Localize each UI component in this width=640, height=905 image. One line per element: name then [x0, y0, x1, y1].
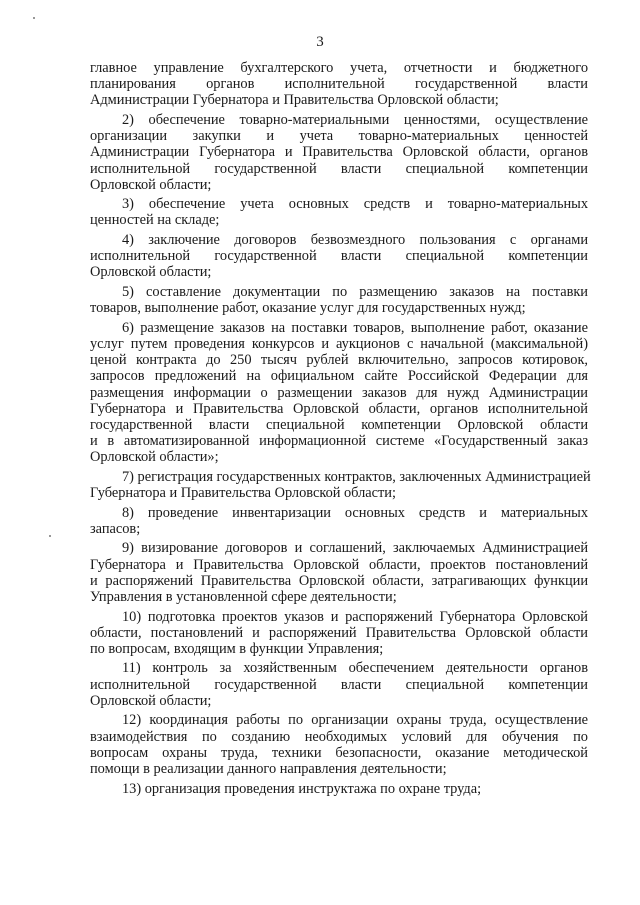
document-body: [90, 60, 591, 797]
text-line: по вопросам, входящим в функции Управления;: [90, 640, 384, 657]
text-line: и в автоматизированной информационной системе «Государственный заказ: [90, 433, 588, 450]
paragraph: [90, 712, 588, 777]
text-line: 13) организация проведения инструктажа по охране труда;: [122, 780, 482, 797]
text-line: Администрации Губернатора и Правительства Орловской области, органов: [90, 144, 588, 161]
text-line: вопросам охраны труда, техники безопасности, оказание методической: [90, 744, 588, 761]
text-line: Орловской области»;: [90, 449, 219, 466]
text-line: организации закупки и учета товарно-материальных ценностей: [90, 128, 588, 145]
text-line: государственной власти специальной компетенции Орловской области: [90, 416, 588, 433]
paragraph: [90, 468, 591, 502]
paragraph: [90, 196, 588, 228]
text-line: Орловской области;: [90, 176, 212, 193]
text-line: и распоряжений Правительства Орловской области, затрагивающих функции: [90, 572, 588, 589]
text-line: планирования органов исполнительной государственной власти: [90, 76, 588, 93]
text-line: Губернатора и Правительства Орловской области, проектов постановлений: [90, 556, 588, 573]
text-line: Орловской области;: [90, 692, 212, 709]
text-line: Администрации Губернатора и Правительства Орловской области;: [90, 92, 499, 109]
text-line: 10) подготовка проектов указов и распоряжений Губернатора Орловской: [122, 608, 588, 625]
text-line: 4) заключение договоров безвозмездного пользования с органами: [122, 232, 588, 249]
text-line: исполнительной государственной власти специальной компетенции: [90, 248, 588, 265]
text-line: 9) визирование договоров и соглашений, заключаемых Администрацией: [122, 540, 588, 557]
paragraph: [90, 781, 588, 797]
text-line: ценой контракта до 250 тысяч рублей включительно, запросов котировок,: [90, 352, 588, 369]
paragraph: [90, 320, 588, 466]
text-line: услуг путем проведения конкурсов и аукционов с начальной (максимальной): [90, 335, 588, 352]
paragraph: [90, 112, 588, 193]
text-line: помощи в реализации данного направления деятельности;: [90, 760, 447, 777]
text-line: Губернатора и Правительства Орловской области;: [90, 485, 396, 502]
scan-dot: [33, 17, 35, 19]
text-line: Управления в установленной сфере деятельности;: [90, 588, 397, 605]
text-line: ценностей на складе;: [90, 212, 220, 229]
text-line: 2) обеспечение товарно-материальными ценностями, осуществление: [122, 111, 588, 128]
text-line: 3) обеспечение учета основных средств и товарно-материальных: [122, 196, 588, 213]
text-line: 11) контроль за хозяйственным обеспечением деятельности органов: [122, 660, 588, 677]
text-line: Губернатора и Правительства Орловской области, органов исполнительной: [90, 400, 588, 417]
text-line: 5) составление документации по размещению заказов на поставки: [122, 284, 588, 300]
paragraph: [90, 60, 588, 109]
text-line: запросов предложений на официальном сайте Российской Федерации для: [90, 368, 588, 385]
paragraph: [90, 505, 588, 537]
text-line: Орловской области;: [90, 264, 212, 281]
paragraph: [90, 540, 588, 605]
text-line: области, постановлений и распоряжений Правительства Орловской области: [90, 624, 588, 641]
paragraph: [90, 660, 588, 709]
text-line: взаимодействия по созданию необходимых условий для обучения по: [90, 728, 588, 745]
text-line: 6) размещение заказов на поставки товаров, выполнение работ, оказание: [122, 319, 588, 336]
text-line: товаров, выполнение работ, оказание услуг для государственных нужд;: [90, 300, 526, 317]
scan-dot: [49, 535, 51, 537]
text-line: запасов;: [90, 520, 141, 537]
text-line: размещения информации о размещении заказов для нужд Администрации: [90, 384, 588, 401]
paragraph: [90, 609, 588, 658]
page-number: 3: [316, 34, 324, 50]
paragraph: [90, 232, 588, 281]
text-line: главное управление бухгалтерского учета, отчетности и бюджетного: [90, 60, 588, 76]
text-line: 12) координация работы по организации охраны труда, осуществление: [122, 712, 588, 729]
text-line: исполнительной государственной власти специальной компетенции: [90, 160, 588, 177]
text-line: 7) регистрация государственных контрактов, заключенных Администрацией: [122, 468, 591, 485]
text-line: 8) проведение инвентаризации основных средств и материальных: [122, 504, 588, 521]
paragraph: [90, 284, 588, 316]
text-line: исполнительной государственной власти специальной компетенции: [90, 676, 588, 693]
